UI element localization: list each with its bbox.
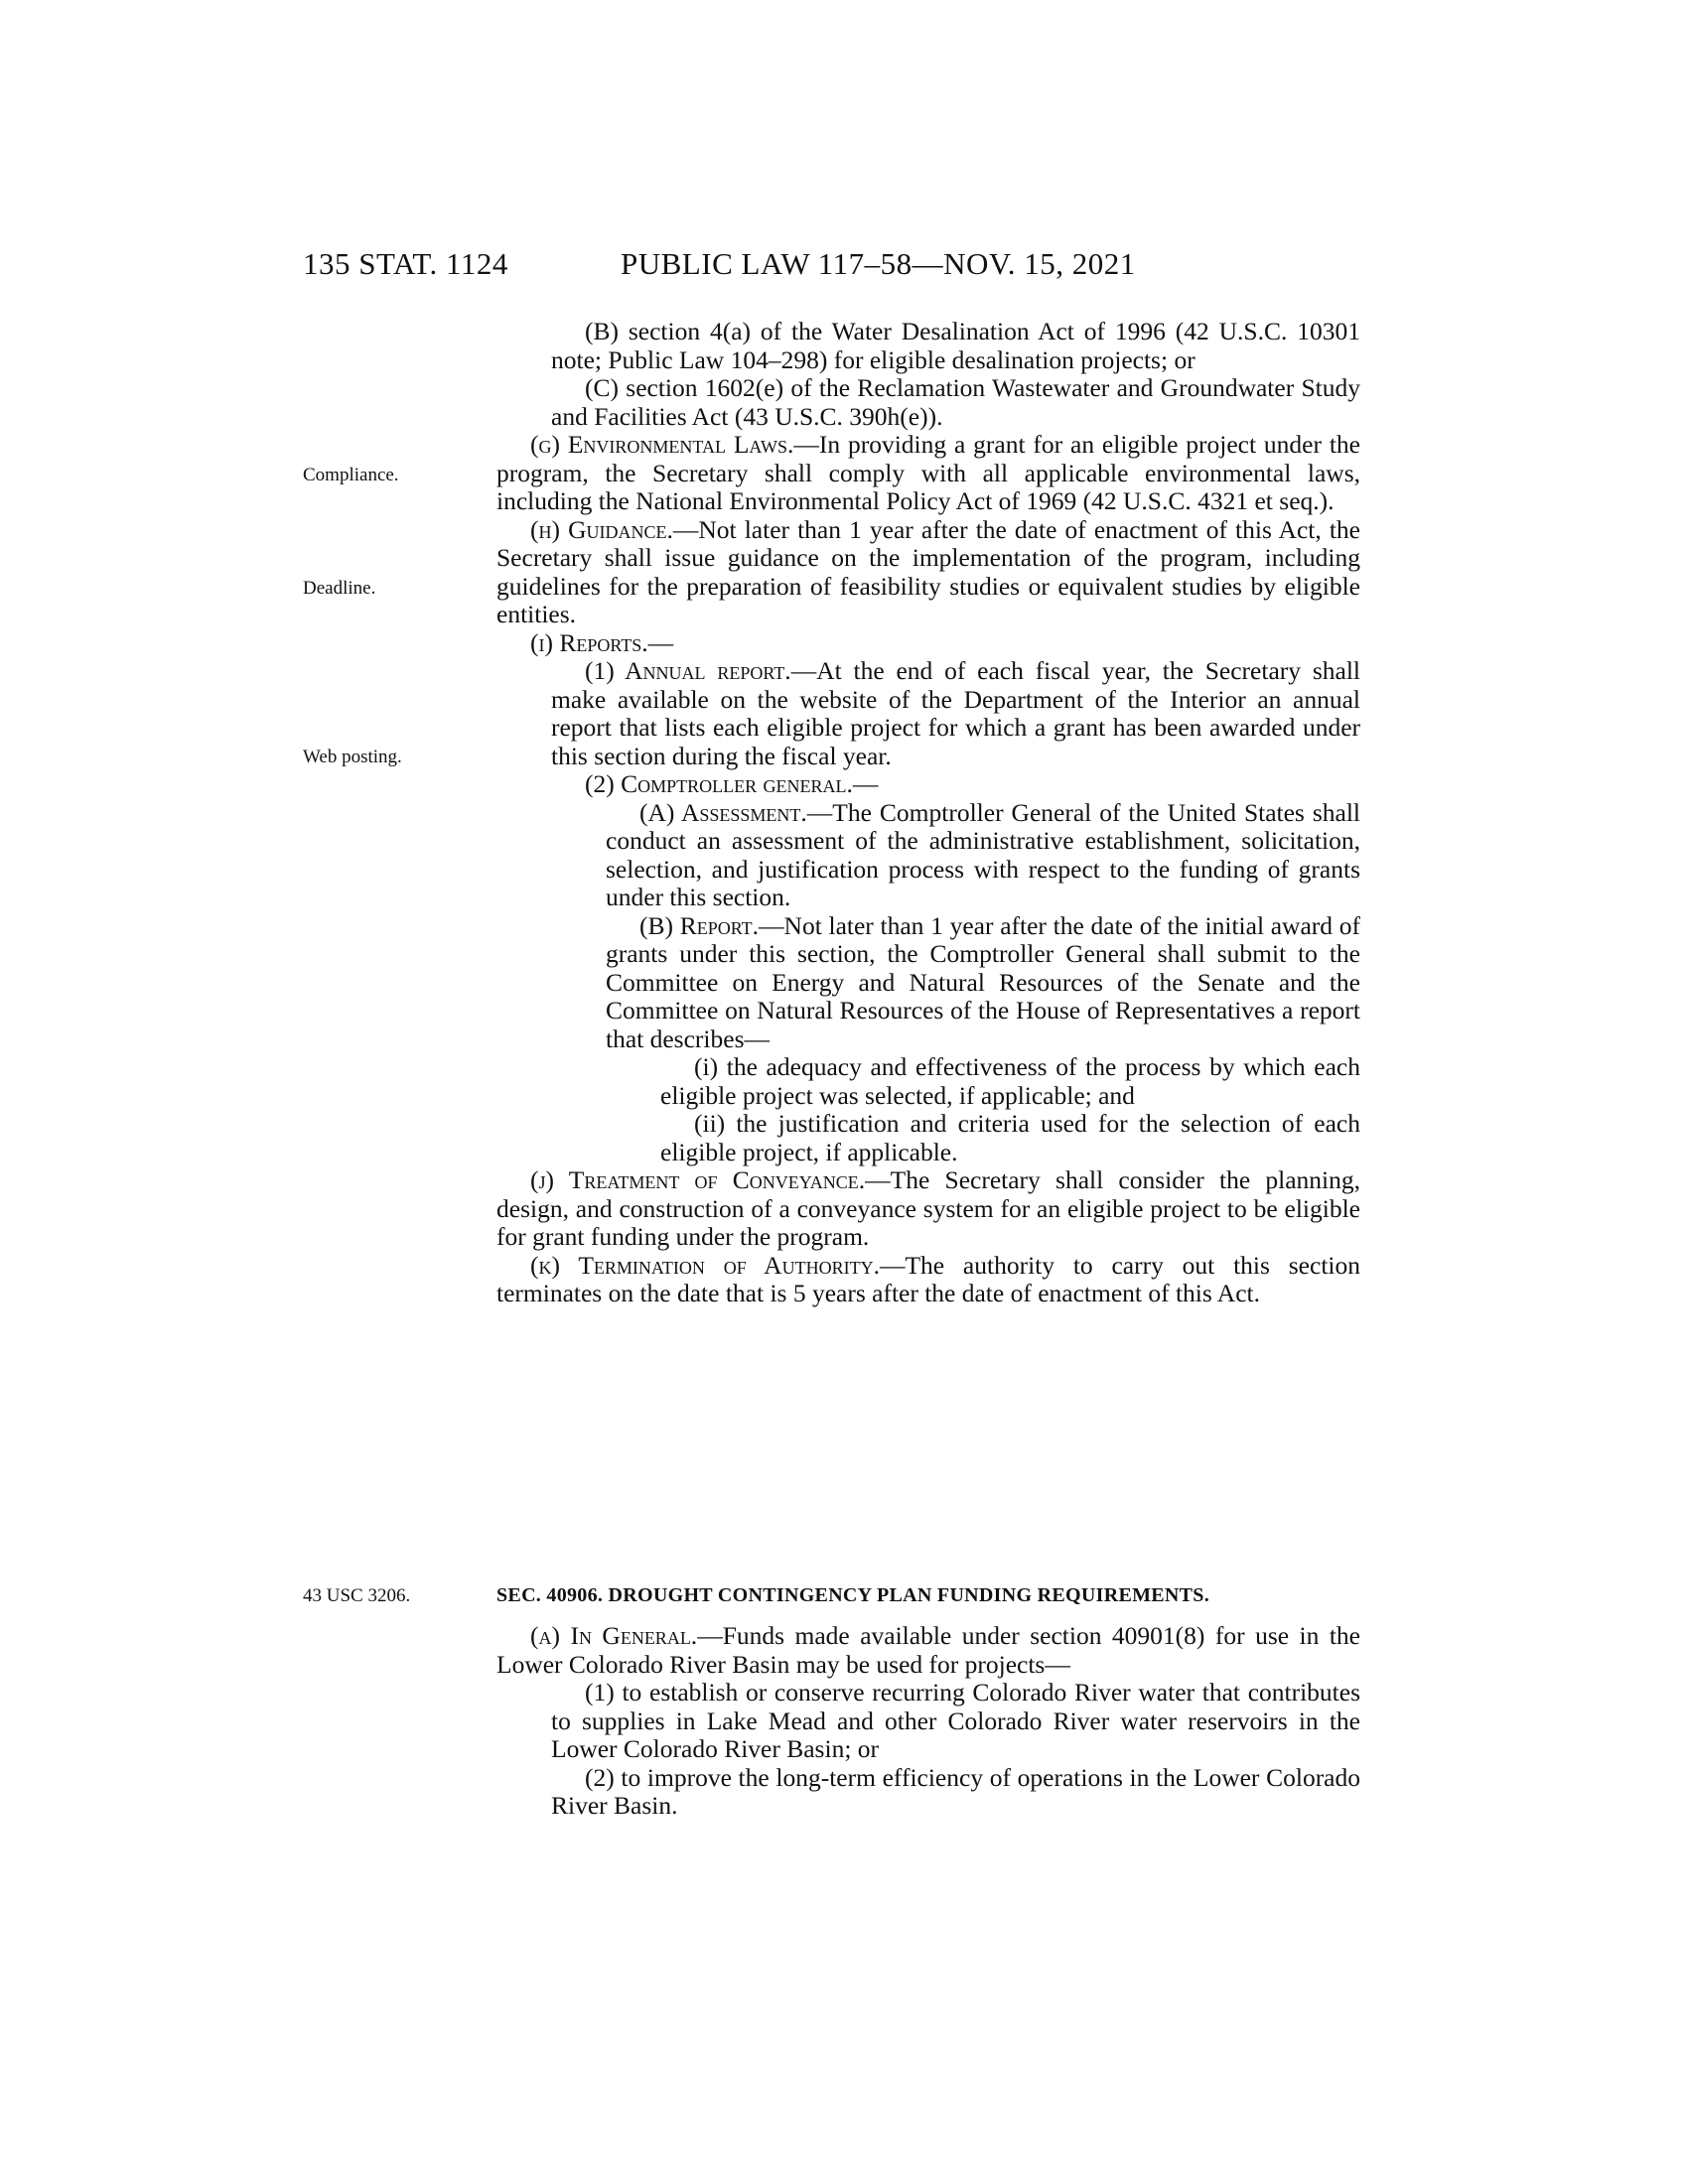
paragraph-g: [496, 431, 1360, 516]
section-heading: SEC. 40906. DROUGHT CONTINGENCY PLAN FUNDING REQUIREMENTS.: [496, 1584, 1210, 1606]
page-stat-citation: 135 STAT. 1124: [303, 246, 508, 281]
paragraph-a-label: (a) In General.: [530, 1621, 698, 1650]
paragraph-i2: [496, 770, 1360, 799]
margin-note-deadline: Deadline.: [303, 578, 376, 599]
paragraph-a1: (1) to establish or conserve recurring Colorado River water that contributes to supplies in Lake Mead and other Colorado River water reservoirs in the Lower Colorado River Basin; or: [551, 1678, 1360, 1763]
paragraph-i: [496, 629, 1360, 658]
paragraph-i1-label: (1) Annual report.: [585, 656, 791, 685]
page-header-title: PUBLIC LAW 117–58—NOV. 15, 2021: [621, 246, 1136, 281]
paragraph-k-text: —The authority to carry out this section terminates on the date that is 5 years after the date of enactment of this Act.: [496, 1250, 1360, 1307]
paragraph-g-text: —In providing a grant for an eligible project under the program, the Secretary shall comply with all applicable environmental laws, including the National Environmental Policy Act of 1969 (42 U.S.C. 4321 et seq.).: [496, 430, 1360, 515]
paragraph-i2b-i: (i) the adequacy and effectiveness of the process by which each eligible project was selected, if applicable; and: [660, 1052, 1360, 1110]
paragraph-c: (C) section 1602(e) of the Reclamation Wastewater and Groundwater Study and Facilities Act (43 U.S.C. 390h(e)).: [551, 373, 1360, 431]
paragraph-i2b-text: —Not later than 1 year after the date of the initial award of grants under this section, the Comptroller General shall submit to the Committee on Energy and Natural Resources of the Senate and the Committee on Natural Resources of the House of Representatives a report that describes—: [606, 910, 1360, 1053]
paragraph-i2a: [496, 799, 1360, 912]
section-body: [496, 318, 1360, 1308]
paragraph-i2b-label: (B) Report.: [639, 910, 760, 940]
paragraph-i2b-ii: (ii) the justification and criteria used for the selection of each eligible project, if applicable.: [660, 1109, 1360, 1166]
paragraph-h-text: —Not later than 1 year after the date of enactment of this Act, the Secretary shall issue guidance on the implementation of the program, including guidelines for the preparation of feasibility studies or equivalent studies by eligible entities.: [496, 514, 1360, 628]
margin-note-web-posting: Web posting.: [303, 747, 402, 767]
paragraph-j-label: (j) Treatment of Conveyance.: [530, 1165, 866, 1194]
paragraph-a: [496, 1622, 1360, 1679]
paragraph-j: [496, 1166, 1360, 1252]
paragraph-h: [496, 516, 1360, 629]
paragraph-k-label: (k) Termination of Authority.: [530, 1250, 880, 1280]
paragraph-i-text: —: [647, 627, 674, 657]
paragraph-j-text: —The Secretary shall consider the planning, design, and construction of a conveyance system for an eligible project to be eligible for grant funding under the program.: [496, 1165, 1360, 1251]
paragraph-i2a-text: —The Comptroller General of the United States shall conduct an assessment of the administrative establishment, solicitation, selection, and justification process with respect to the funding of grants under this section.: [606, 797, 1360, 911]
margin-note-usc: 43 USC 3206.: [303, 1585, 411, 1606]
paragraph-g-label: (g) Environmental Laws.: [530, 430, 794, 459]
paragraph-a2: (2) to improve the long-term efficiency of operations in the Lower Colorado River Basin.: [551, 1762, 1360, 1820]
paragraph-i2-text: —: [852, 769, 879, 798]
paragraph-b: (B) section 4(a) of the Water Desalination Act of 1996 (42 U.S.C. 10301 note; Public Law 104–298) for eligible desalination projects; or: [551, 317, 1360, 374]
paragraph-i2a-label: (A) Assessment.: [639, 797, 807, 827]
paragraph-i-label: (i) Reports.: [530, 627, 648, 657]
paragraph-i2b: [496, 912, 1360, 1054]
section-40906-body: [496, 1622, 1360, 1821]
margin-note-compliance: Compliance.: [303, 465, 399, 485]
paragraph-h-label: (h) Guidance.: [530, 514, 673, 544]
paragraph-i2-label: (2) Comptroller general.: [585, 769, 853, 798]
paragraph-k: [496, 1252, 1360, 1308]
paragraph-i1-text: —At the end of each fiscal year, the Secretary shall make available on the website of the Department of the Interior an annual report that lists each eligible project for which a grant has been awarded under this section during the fiscal year.: [551, 656, 1360, 770]
paragraph-i1: [496, 657, 1360, 770]
paragraph-a-text: —Funds made available under section 40901(8) for use in the Lower Colorado River Basin may be used for projects—: [496, 1621, 1360, 1679]
